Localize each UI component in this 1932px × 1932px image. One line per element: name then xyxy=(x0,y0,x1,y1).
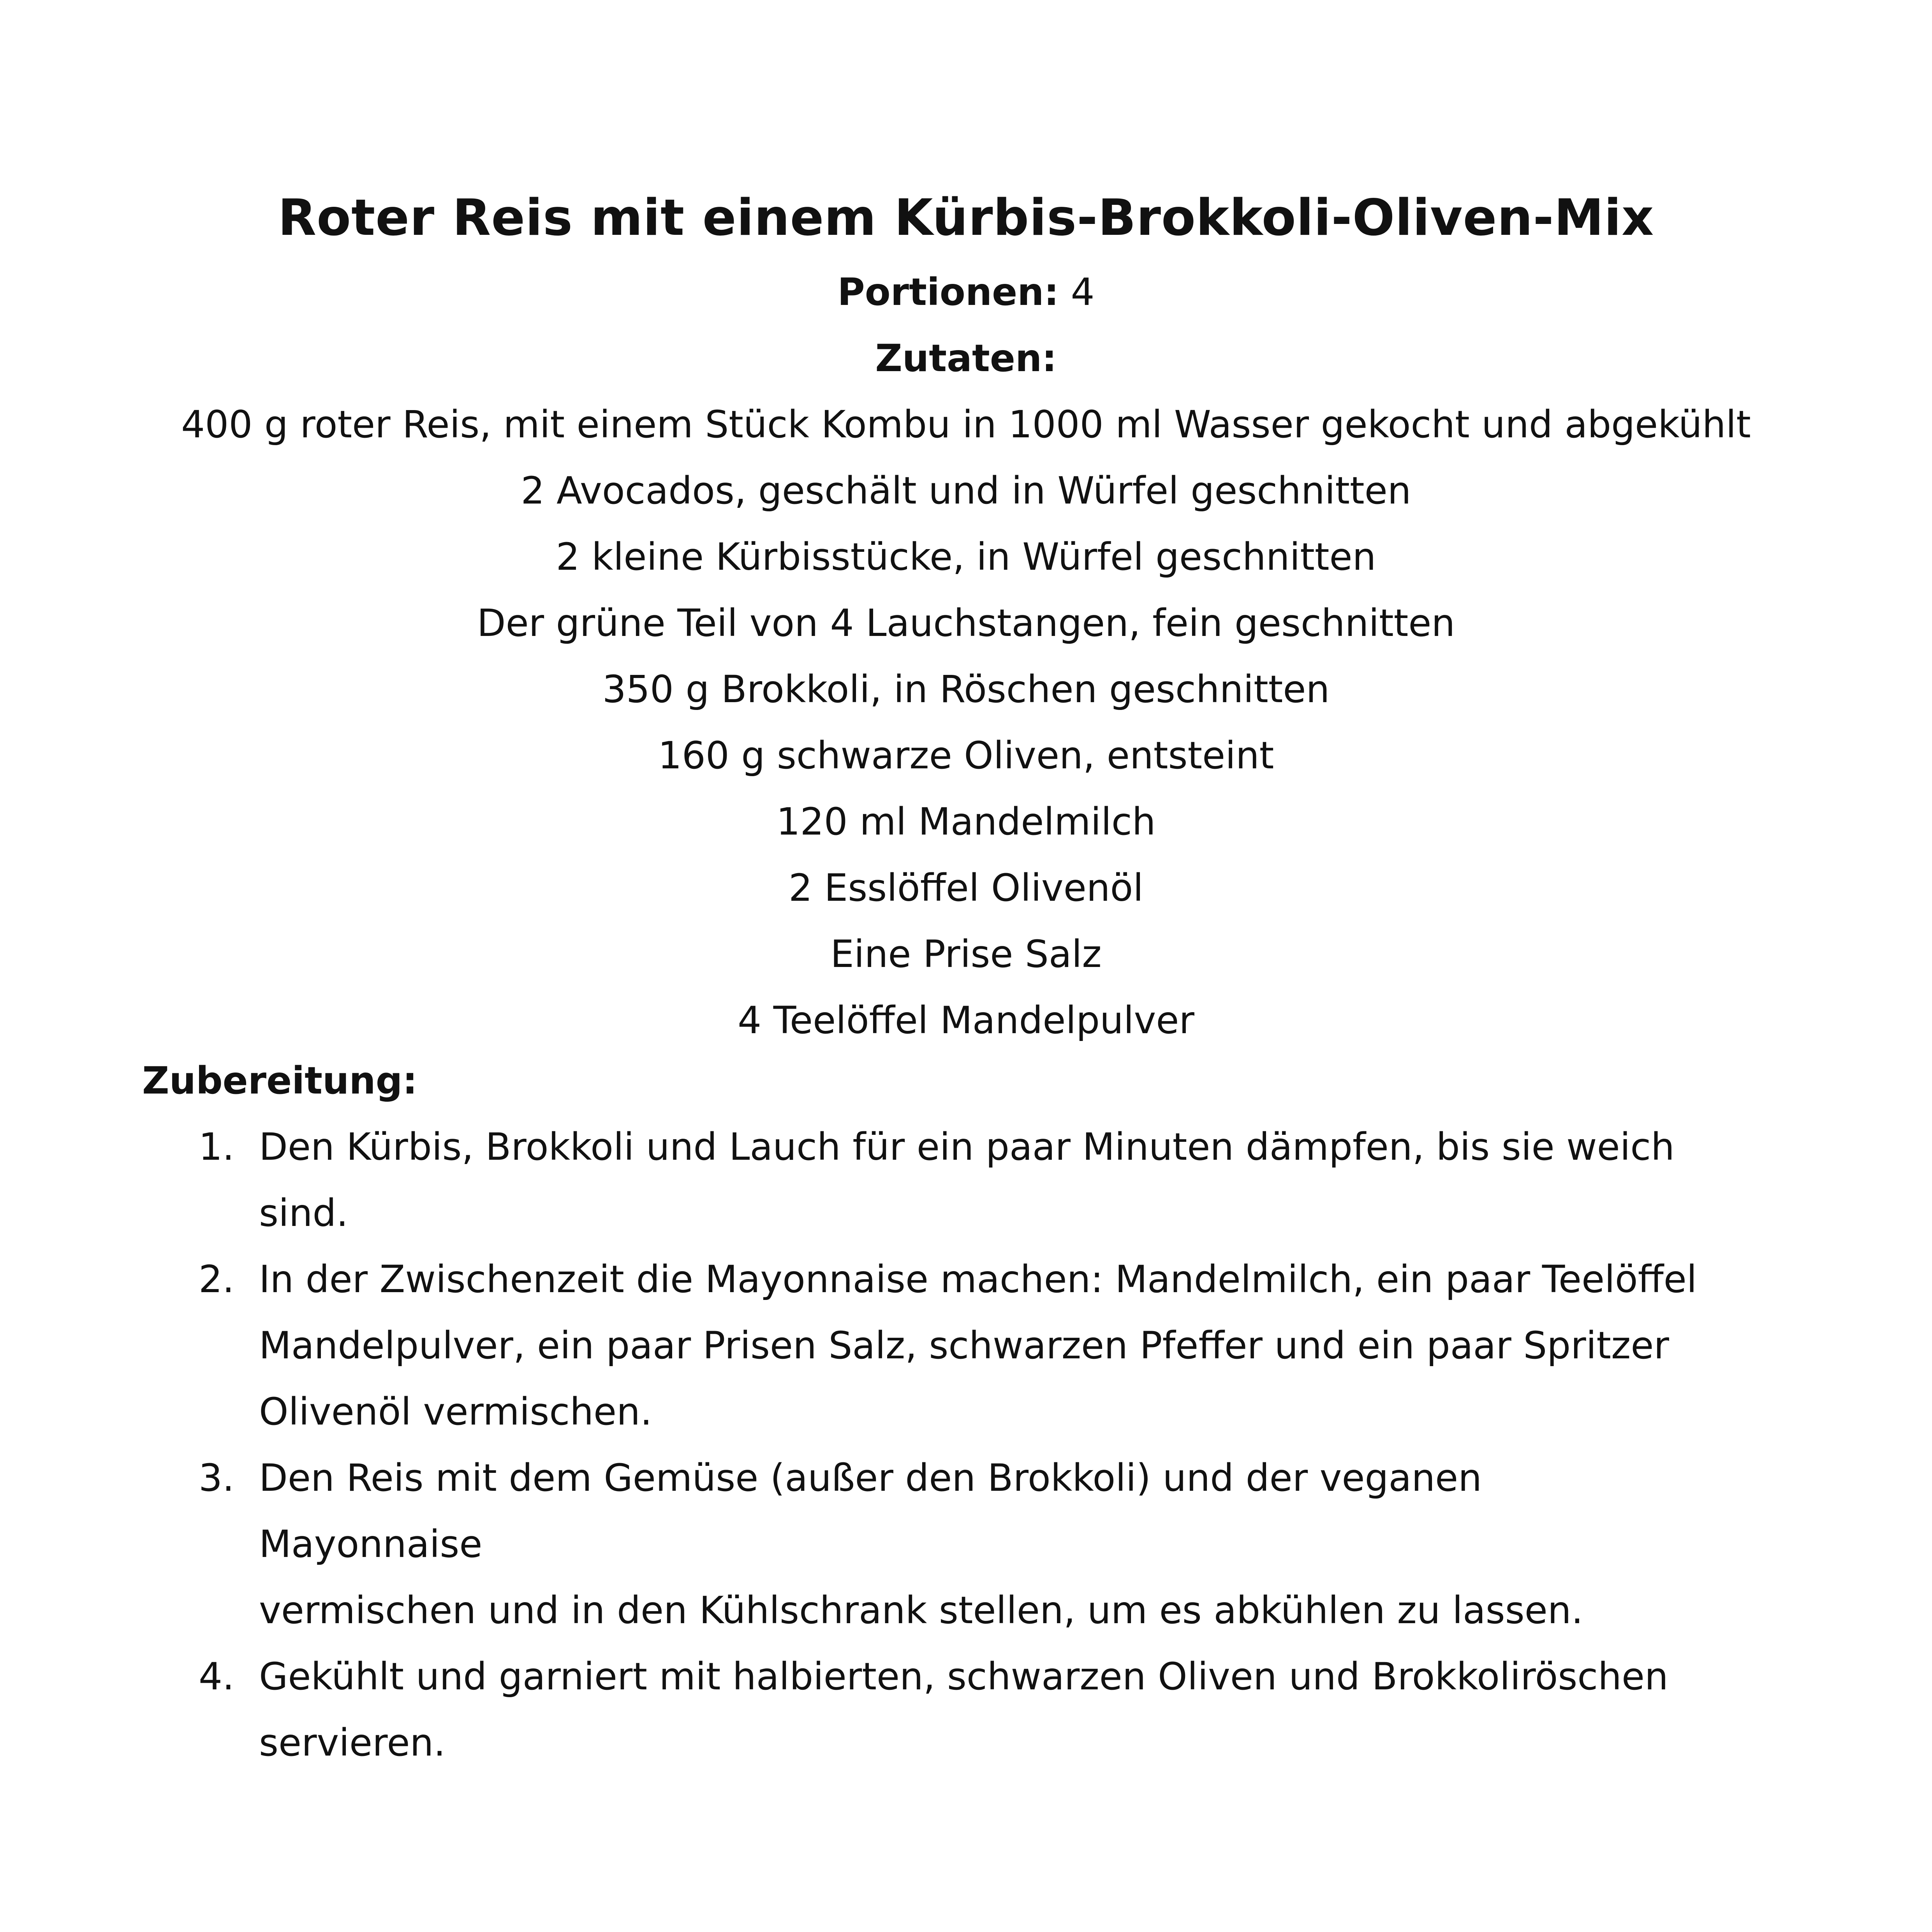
step-text xyxy=(259,1114,1700,1246)
step-line: Olivenöl vermischen. xyxy=(259,1390,652,1434)
ingredient-item: 350 g Brokkoli, in Röschen geschnitten xyxy=(602,667,1330,711)
ingredient-item: 160 g schwarze Oliven, entsteint xyxy=(658,734,1274,777)
ingredient-item: 2 Esslöffel Olivenöl xyxy=(788,866,1144,910)
step-number: 1. xyxy=(199,1125,234,1169)
ingredients-list xyxy=(0,391,1932,1053)
ingredient-item: 2 Avocados, geschält und in Würfel geschnitten xyxy=(521,469,1411,512)
step-line: vermischen und in den Kühlschrank stellen, um es abkühlen zu lassen. xyxy=(259,1589,1583,1632)
servings-line xyxy=(0,259,1932,325)
step-number: 3. xyxy=(199,1456,234,1500)
step-item xyxy=(0,1445,1932,1643)
ingredient-item: 4 Teelöffel Mandelpulver xyxy=(738,999,1194,1042)
step-item xyxy=(0,1246,1932,1445)
ingredient-item: 400 g roter Reis, mit einem Stück Kombu in 1000 ml Wasser gekocht und abgekühlt xyxy=(181,403,1751,446)
ingredient-item: 120 ml Mandelmilch xyxy=(776,800,1156,844)
step-line: In der Zwischenzeit die Mayonnaise machen: Mandelmilch, ein paar Teelöffel xyxy=(259,1257,1697,1301)
ingredient-item: Der grüne Teil von 4 Lauchstangen, fein geschnitten xyxy=(477,601,1455,645)
step-item xyxy=(0,1114,1932,1246)
step-text xyxy=(259,1643,1700,1776)
recipe-title: Roter Reis mit einem Kürbis-Brokkoli-Oliven-Mix xyxy=(278,189,1654,247)
step-number: 4. xyxy=(199,1655,234,1698)
ingredients-heading: Zutaten: xyxy=(875,336,1057,380)
step-item xyxy=(0,1643,1932,1776)
preparation-heading: Zubereitung: xyxy=(142,1059,417,1102)
step-text xyxy=(259,1246,1700,1445)
step-line: servieren. xyxy=(259,1721,446,1765)
servings-value: 4 xyxy=(1071,270,1095,314)
step-number: 2. xyxy=(199,1257,234,1301)
step-line: sind. xyxy=(259,1191,348,1235)
ingredient-item: Eine Prise Salz xyxy=(830,932,1102,976)
step-text xyxy=(259,1445,1700,1643)
step-line: Gekühlt und garniert mit halbierten, schwarzen Oliven und Brokkoliröschen xyxy=(259,1655,1668,1698)
ingredient-item: 2 kleine Kürbisstücke, in Würfel geschnitten xyxy=(556,535,1376,579)
step-line: Den Reis mit dem Gemüse (außer den Brokkoli) und der veganen Mayonnaise xyxy=(259,1456,1482,1566)
step-line: Den Kürbis, Brokkoli und Lauch für ein paar Minuten dämpfen, bis sie weich xyxy=(259,1125,1675,1169)
step-line: Mandelpulver, ein paar Prisen Salz, schwarzen Pfeffer und ein paar Spritzer xyxy=(259,1324,1669,1367)
servings-label: Portionen: xyxy=(837,270,1059,314)
preparation-steps xyxy=(0,1114,1932,1776)
